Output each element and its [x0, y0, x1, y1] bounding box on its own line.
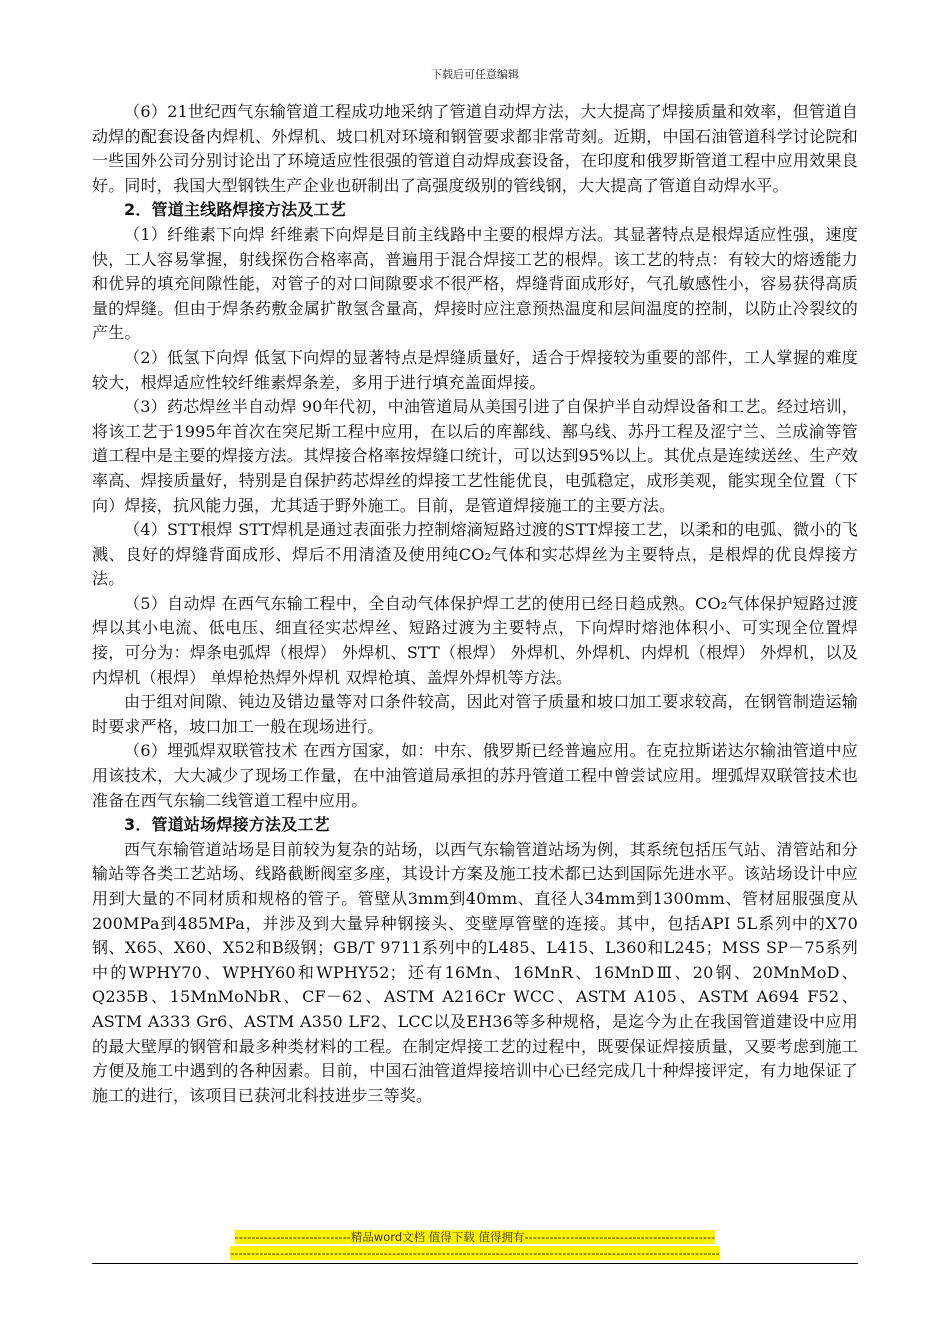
- footer-divider: [92, 1263, 858, 1264]
- paragraph-auto-welding-intro: （6）21世纪西气东输管道工程成功地采纳了管道自动焊方法，大大提高了焊接质量和效率，但管道自动焊的配套设备内焊机、外焊机、坡口机对环境和钢管要求都非常苛刻。近期，中国石油管道科学讨论院和一些国外公司分别讨论出了环境适应性很强的管道自动焊成套设备，在印度和俄罗斯管道工程中应用效果良好。同时，我国大型钢铁生产企业也研制出了高强度级别的管线钢，大大提高了管道自动焊水平。: [92, 102, 858, 195]
- footer-dash-text: ----------------------------------------------------------------------------------------------------------------------: [230, 1246, 720, 1260]
- paragraph-cellulose-welding: （1）纤维素下向焊 纤维素下向焊是目前主线路中主要的根焊方法。其显著特点是根焊适应性强，速度快，工人容易掌握，射线探伤合格率高，普遍用于混合焊接工艺的根焊。该工艺的特点：有较大的熔透能力和优异的填充间隙性能，对管子的对口间隙要求不很严格，焊缝背面成形好，气孔敏感性小，容易获得高质量的焊缝。但由于焊条药敷金属扩散氢含量高，焊接时应注意预热温度和层间温度的控制，以防止冷裂纹的产生。: [92, 224, 858, 343]
- section-heading-station: 3．管道站场焊接方法及工艺: [124, 815, 330, 835]
- page-header: 下载后可任意编辑: [431, 68, 519, 81]
- paragraph-joint-conditions: 由于组对间隙、钝边及错边量等对口条件较高，因此对管子质量和坡口加工要求较高，在钢管制造运输时要求严格，坡口加工一般在现场进行。: [92, 692, 858, 736]
- section-heading-mainline: 2．管道主线路焊接方法及工艺: [124, 200, 346, 220]
- paragraph-low-hydrogen-welding: （2）低氢下向焊 低氢下向焊的显著特点是焊缝质量好，适合于焊接较为重要的部件，工人掌握的难度较大，根焊适应性较纤维素焊条差，多用于进行填充盖面焊接。: [92, 347, 858, 392]
- document-body: [92, 100, 858, 1108]
- paragraph-flux-cored-welding: （3）药芯焊丝半自动焊 90年代初，中油管道局从美国引进了自保护半自动焊设备和工艺。经过培训，将该工艺于1995年首次在突尼斯工程中应用，在以后的库鄯线、鄯乌线、苏丹工程及涩宁兰、兰成渝等管道工程中是主要的焊接方法。其焊接合格率按焊缝口统计，可以达到95%以上。其优点是连续送丝、生产效率高、焊接质量好，特别是自保护药芯焊丝的焊接工艺性能优良，电弧稳定，成形美观，能实现全位置（下向）焊接，抗风能力强，尤其适于野外施工。目前，是管道焊接施工的主要方法。: [92, 397, 858, 515]
- footer-dash-line: [0, 1245, 950, 1261]
- paragraph-automatic-welding: （5）自动焊 在西气东输工程中，全自动气体保护焊工艺的使用已经日趋成熟。CO₂气体保护短路过渡焊以其小电流、低电压、细直径实芯焊丝、短路过渡为主要特点，下向焊时熔池体积小、可实现全位置焊接，可分为：焊条电弧焊（根焊） 外焊机、STT（根焊） 外焊机、外焊机、内焊机（根焊） 外焊机，以及内焊机（根焊） 单焊枪热焊外焊机 双焊枪填、盖焊外焊机等方法。: [92, 593, 858, 687]
- paragraph-submerged-arc: （6）埋弧焊双联管技术 在西方国家，如：中东、俄罗斯已经普遍应用。在克拉斯诺达尔输油管道中应用该技术，大大减少了现场工作量，在中油管道局承担的苏丹管道工程中曾尝试应用。埋弧焊双联管技术也准备在西气东输二线管道工程中应用。: [92, 741, 858, 810]
- footer-banner: [0, 1229, 950, 1245]
- footer-banner-text: ----------------------------精品word文档 值得下载 值得拥有----------------------------------------------: [234, 1230, 716, 1244]
- paragraph-stt-welding: （4）STT根焊 STT焊机是通过表面张力控制熔滴短路过渡的STT焊接工艺，以柔和的电弧、微小的飞溅、良好的焊缝背面成形、焊后不用清渣及使用纯CO₂气体和实芯焊丝为主要特点，是根焊的优良焊接方法。: [92, 520, 858, 589]
- paragraph-station-welding: 西气东输管道站场是目前较为复杂的站场，以西气东输管道站场为例，其系统包括压气站、清管站和分输站等各类工艺站场、线路截断阀室多座，其设计方案及施工技术都已达到国际先进水平。该站场设计中应用到大量的不同材质和规格的管子。管壁从3mm到40mm、直径人34mm到1300mm、管材屈服强度从200MPa到485MPa，并涉及到大量异种钢接头、变壁厚管壁的连接。其中，包括API 5L系列中的X70钢、X65、X60、X52和B级钢；GB/T 9711系列中的L485、L415、L360和L245；MSS SP－75系列中的WPHY70、WPHY60和WPHY52；还有16Mn、16MnR、16MnDⅢ、20钢、20MnMoD、Q235B、15MnMoNbR、CF－62、ASTM A216Cr WCC、ASTM A105、ASTM A694 F52、ASTM A333 Gr6、ASTM A350 LF2、LCC以及EH36等多种规格，是迄今为止在我国管道建设中应用的最大壁厚的钢管和最多种类材料的工程。在制定焊接工艺的过程中，既要保证焊接质量，又要考虑到施工方便及施工中遇到的各种因素。目前，中国石油管道焊接培训中心已经完成几十种焊接评定，有力地保证了施工的进行，该项目已获河北科技进步三等奖。: [92, 839, 858, 1105]
